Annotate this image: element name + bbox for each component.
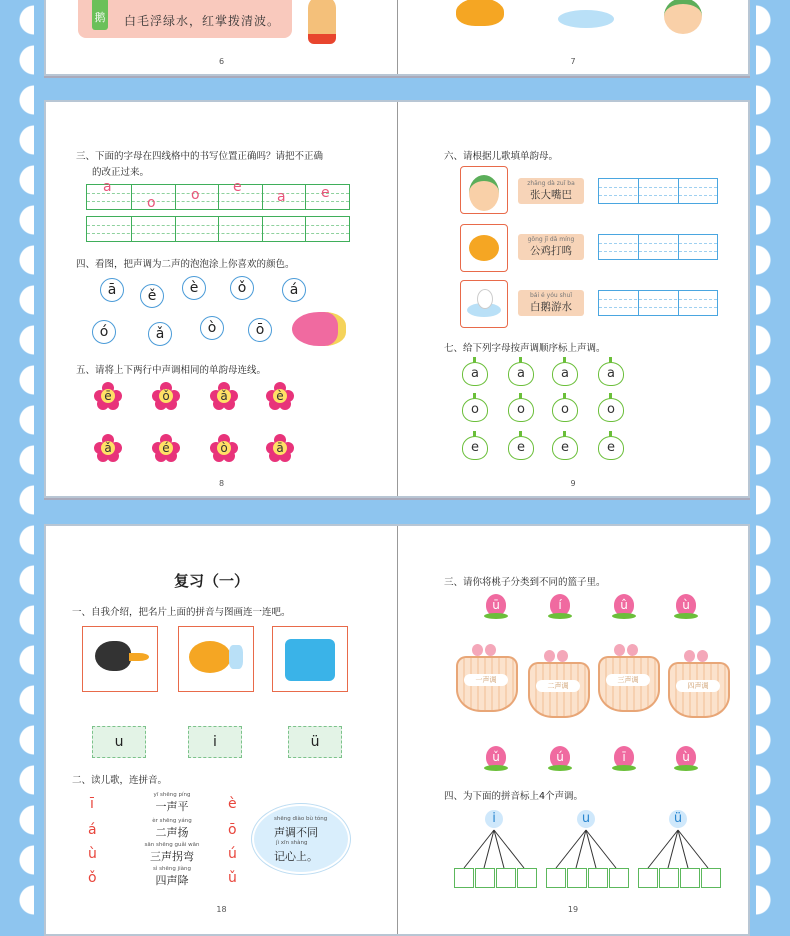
tone-letter[interactable]: ǔ: [228, 870, 237, 886]
tone-letter[interactable]: á: [88, 822, 97, 838]
flower[interactable]: ǎ: [94, 434, 122, 462]
grid-letter[interactable]: o: [147, 195, 156, 211]
bubble[interactable]: ò: [200, 316, 224, 340]
tone-root: u: [577, 810, 595, 828]
grid-letter[interactable]: a: [103, 179, 112, 195]
shirt-picture[interactable]: [272, 626, 348, 692]
flower[interactable]: ǎ: [210, 382, 238, 410]
child-illustration: [664, 0, 702, 34]
poem-line: èr shēng yáng 二声扬: [152, 818, 192, 839]
page-number: 8: [218, 479, 225, 488]
answer-grid[interactable]: [598, 234, 718, 260]
crow-picture[interactable]: [82, 626, 158, 692]
pinyin: gōng jī dǎ míng: [527, 236, 575, 243]
apple-letter[interactable]: a: [462, 362, 488, 386]
left-wave-border: [0, 0, 34, 923]
apple-letter[interactable]: e: [462, 436, 488, 460]
bubble[interactable]: á: [282, 278, 306, 302]
apple-letter[interactable]: e: [598, 436, 624, 460]
answer-box[interactable]: [701, 868, 721, 888]
basket[interactable]: 四声调: [668, 662, 730, 718]
peach[interactable]: ù: [676, 594, 696, 616]
tone-letter[interactable]: è: [228, 796, 237, 812]
apple-letter[interactable]: a: [508, 362, 534, 386]
answer-box[interactable]: [638, 868, 658, 888]
answer-grid[interactable]: [598, 290, 718, 316]
peach[interactable]: ǔ: [486, 746, 506, 768]
rhyme-tag: [518, 234, 584, 260]
flower[interactable]: ā: [266, 434, 294, 462]
fish-picture[interactable]: [178, 626, 254, 692]
peach[interactable]: í: [550, 594, 570, 616]
four-line-grid-2[interactable]: [86, 216, 350, 242]
page-6: [46, 0, 398, 74]
basket[interactable]: 三声调: [598, 656, 660, 712]
child-picture: [460, 166, 508, 214]
grid-letter[interactable]: o: [191, 187, 200, 203]
answer-box[interactable]: [659, 868, 679, 888]
rhyme-tag: [518, 290, 584, 316]
peach[interactable]: ù: [676, 746, 696, 768]
section-title: 复习（一）: [174, 572, 250, 590]
page-number: 6: [218, 57, 225, 66]
apple-letter[interactable]: e: [508, 436, 534, 460]
apple-letter[interactable]: o: [552, 398, 578, 422]
answer-box[interactable]: [517, 868, 537, 888]
apple-letter[interactable]: e: [552, 436, 578, 460]
apple-letter[interactable]: o: [508, 398, 534, 422]
answer-box[interactable]: [454, 868, 474, 888]
pinyin: zhāng dà zuǐ ba: [527, 180, 575, 187]
rhyme-text: 公鸡打鸣: [530, 245, 572, 257]
flower[interactable]: ò: [210, 434, 238, 462]
poem-tag: 鹅: [92, 0, 108, 30]
question-5-text: 五、请将上下两行中声调相同的单韵母连线。: [76, 365, 267, 376]
page-number: 9: [570, 479, 576, 488]
bubble[interactable]: ǎ: [148, 322, 172, 346]
spread-pages-6-7: [44, 0, 750, 76]
page-number: 7: [570, 57, 576, 66]
question-1-text: 一、自我介绍，把名片上面的拼音与图画连一连吧。: [72, 607, 291, 618]
question-4-text: 四、为下面的拼音标上4个声调。: [444, 791, 584, 802]
rhyme-text: 张大嘴巴: [530, 189, 572, 201]
right-wave-border: [756, 0, 790, 923]
grid-letter[interactable]: e: [233, 179, 242, 195]
rhyme-tag: [518, 178, 584, 204]
rooster-illustration: [456, 0, 504, 26]
peach[interactable]: û: [614, 594, 634, 616]
tone-letter[interactable]: ǒ: [88, 870, 97, 886]
tone-letter[interactable]: ī: [90, 796, 94, 812]
tone-tree-lines: [398, 822, 748, 902]
answer-box[interactable]: [546, 868, 566, 888]
answer-box[interactable]: [588, 868, 608, 888]
flower[interactable]: è: [266, 382, 294, 410]
pinyin: bái é yóu shuǐ: [530, 292, 572, 299]
poem-line: yī shēng píng 一声平: [153, 792, 191, 813]
question-6-text: 六、请根据儿歌填单韵母。: [444, 151, 559, 162]
poem-line: sān shēng guǎi wān 三声拐弯: [144, 842, 200, 863]
apple-letter[interactable]: a: [552, 362, 578, 386]
speech-bubble: shēng diào bù tóng 声调不同 jì xīn shàng 记心上。: [252, 804, 350, 874]
swan-illustration: [558, 10, 614, 28]
bubble[interactable]: ā: [100, 278, 124, 302]
bubble[interactable]: è: [182, 276, 206, 300]
question-3-text: 三、请你将桃子分类到不同的篮子里。: [444, 577, 606, 588]
peach[interactable]: ú: [550, 746, 570, 768]
question-3-text-cont: 的改正过来。: [92, 167, 150, 178]
boy-illustration: [308, 0, 336, 44]
flower[interactable]: ē: [94, 382, 122, 410]
answer-box[interactable]: [680, 868, 700, 888]
page-number: 19: [567, 905, 579, 914]
bubble[interactable]: ǒ: [230, 276, 254, 300]
page-number: 18: [216, 905, 227, 914]
tone-root: ü: [669, 810, 687, 828]
question-2-text: 二、读儿歌，连拼音。: [72, 775, 168, 786]
four-line-grid-1: [86, 179, 350, 211]
tone-letter[interactable]: ù: [88, 846, 97, 862]
basket[interactable]: 一声调: [456, 656, 518, 712]
answer-grid[interactable]: [598, 178, 718, 204]
poem-card: [78, 0, 292, 38]
flower[interactable]: é: [152, 434, 180, 462]
grid-letter[interactable]: e: [321, 185, 330, 201]
peach[interactable]: ū: [486, 594, 506, 616]
apple-letter[interactable]: a: [598, 362, 624, 386]
answer-box[interactable]: [567, 868, 587, 888]
page-18: [46, 526, 398, 934]
pinyin-card[interactable]: i: [188, 726, 242, 758]
tone-letter[interactable]: ú: [228, 846, 237, 862]
grid-letter[interactable]: a: [277, 189, 286, 205]
pinyin-card[interactable]: ü: [288, 726, 342, 758]
pinyin-card[interactable]: u: [92, 726, 146, 758]
bubble[interactable]: ó: [92, 320, 116, 344]
fish-illustration: [292, 312, 346, 346]
poem-line: 白毛浮绿水，红掌拨清波。: [124, 14, 281, 28]
peach[interactable]: ī: [614, 746, 634, 768]
flower[interactable]: ǒ: [152, 382, 180, 410]
page-8: [46, 102, 398, 496]
page-9: [398, 102, 748, 496]
spread-pages-8-9: [44, 100, 750, 498]
rhyme-text: 白鹅游水: [530, 301, 572, 313]
swan-picture: [460, 280, 508, 328]
bubble[interactable]: ě: [140, 284, 164, 308]
poem-line: sì shēng jiàng 四声降: [152, 866, 191, 887]
tone-root: i: [485, 810, 503, 828]
answer-box[interactable]: [496, 868, 516, 888]
answer-box[interactable]: [609, 868, 629, 888]
tone-letter[interactable]: ō: [228, 822, 237, 838]
rooster-picture: [460, 224, 508, 272]
answer-box[interactable]: [475, 868, 495, 888]
bubble[interactable]: ō: [248, 318, 272, 342]
question-3-text: 三、下面的字母在四线格中的书写位置正确吗？请把不正确: [76, 151, 324, 162]
basket[interactable]: 二声调: [528, 662, 590, 718]
page-19: [398, 526, 748, 934]
apple-letter[interactable]: o: [598, 398, 624, 422]
page-7: [398, 0, 748, 74]
question-7-text: 七、给下列字母按声调顺序标上声调。: [444, 343, 606, 354]
spread-pages-18-19: [44, 524, 750, 936]
apple-letter[interactable]: o: [462, 398, 488, 422]
question-4-text: 四、看图，把声调为二声的泡泡涂上你喜欢的颜色。: [76, 259, 295, 270]
